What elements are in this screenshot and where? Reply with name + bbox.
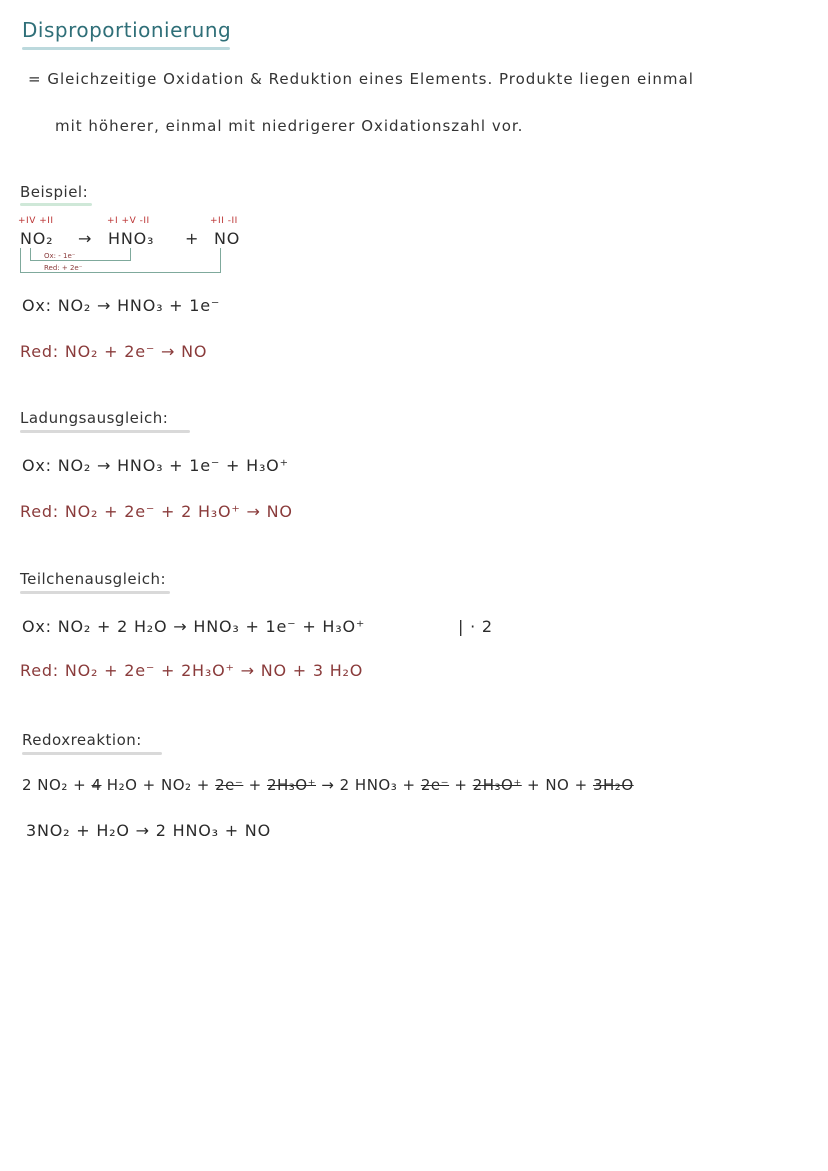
redox-struck-5: 2H₃O⁺: [472, 776, 522, 794]
redox-part-4: → 2 HNO₃ +: [316, 776, 421, 794]
redox-struck-3: 2H₃O⁺: [266, 776, 317, 794]
heading-ladungsausgleich: Ladungsausgleich:: [20, 409, 169, 427]
ladung-red-equation: Red: NO₂ + 2e⁻ + 2 H₃O⁺ → NO: [20, 502, 293, 521]
redox-part-3: +: [243, 776, 267, 794]
redox-result-equation: 3NO₂ + H₂O → 2 HNO₃ + NO: [26, 821, 271, 840]
redox-struck-1: 4: [91, 776, 102, 794]
definition-line-1: = Gleichzeitige Oxidation & Reduktion eines Elements. Produkte liegen einmal: [28, 70, 694, 88]
red-bracket-end: [220, 248, 221, 273]
ox-numbers-no: +II -II: [210, 216, 238, 226]
page-title: Disproportionierung: [22, 18, 232, 42]
heading-redoxreaktion: Redoxreaktion:: [22, 731, 142, 749]
redox-part-1: 2 NO₂ +: [22, 776, 92, 794]
redox-part-2: H₂O + NO₂ +: [101, 776, 216, 794]
example-product-hno3: HNO₃: [108, 229, 155, 248]
teilchen-red-equation: Red: NO₂ + 2e⁻ + 2H₃O⁺ → NO + 3 H₂O: [20, 661, 364, 680]
redox-struck-6: 3H₂O: [592, 776, 634, 794]
example-product-no: NO: [214, 229, 241, 248]
heading-redoxreaktion-underline: [22, 752, 162, 755]
bracket-ox-label: Ox: - 1e⁻: [44, 252, 76, 260]
teilchen-ox-equation: Ox: NO₂ + 2 H₂O → HNO₃ + 1e⁻ + H₃O⁺: [22, 617, 366, 636]
example-arrow: →: [78, 229, 93, 248]
ox-numbers-no2: +IV +II: [18, 216, 54, 226]
example-reactant: NO₂: [20, 229, 54, 248]
ladung-ox-equation: Ox: NO₂ → HNO₃ + 1e⁻ + H₃O⁺: [22, 456, 289, 475]
title-underline: [22, 47, 230, 50]
bracket-red-label: Red: + 2e⁻: [44, 264, 83, 272]
heading-teilchenausgleich: Teilchenausgleich:: [20, 570, 167, 588]
beispiel-red-equation: Red: NO₂ + 2e⁻ → NO: [20, 342, 208, 361]
teilchen-factor: | · 2: [458, 617, 493, 636]
redox-full-equation: [22, 776, 634, 794]
redox-struck-4: 2e⁻: [420, 776, 450, 794]
heading-beispiel-underline: [20, 203, 92, 206]
redox-struck-2: 2e⁻: [215, 776, 244, 794]
heading-teilchenausgleich-underline: [20, 591, 170, 594]
ox-numbers-hno3: +I +V -II: [107, 216, 150, 226]
redox-part-6: + NO +: [521, 776, 593, 794]
beispiel-ox-equation: Ox: NO₂ → HNO₃ + 1e⁻: [22, 296, 221, 315]
heading-ladungsausgleich-underline: [20, 430, 190, 433]
example-plus: +: [185, 229, 200, 248]
heading-beispiel: Beispiel:: [20, 183, 89, 201]
definition-line-2: mit höherer, einmal mit niedrigerer Oxidationszahl vor.: [55, 117, 524, 135]
redox-part-5: +: [449, 776, 473, 794]
